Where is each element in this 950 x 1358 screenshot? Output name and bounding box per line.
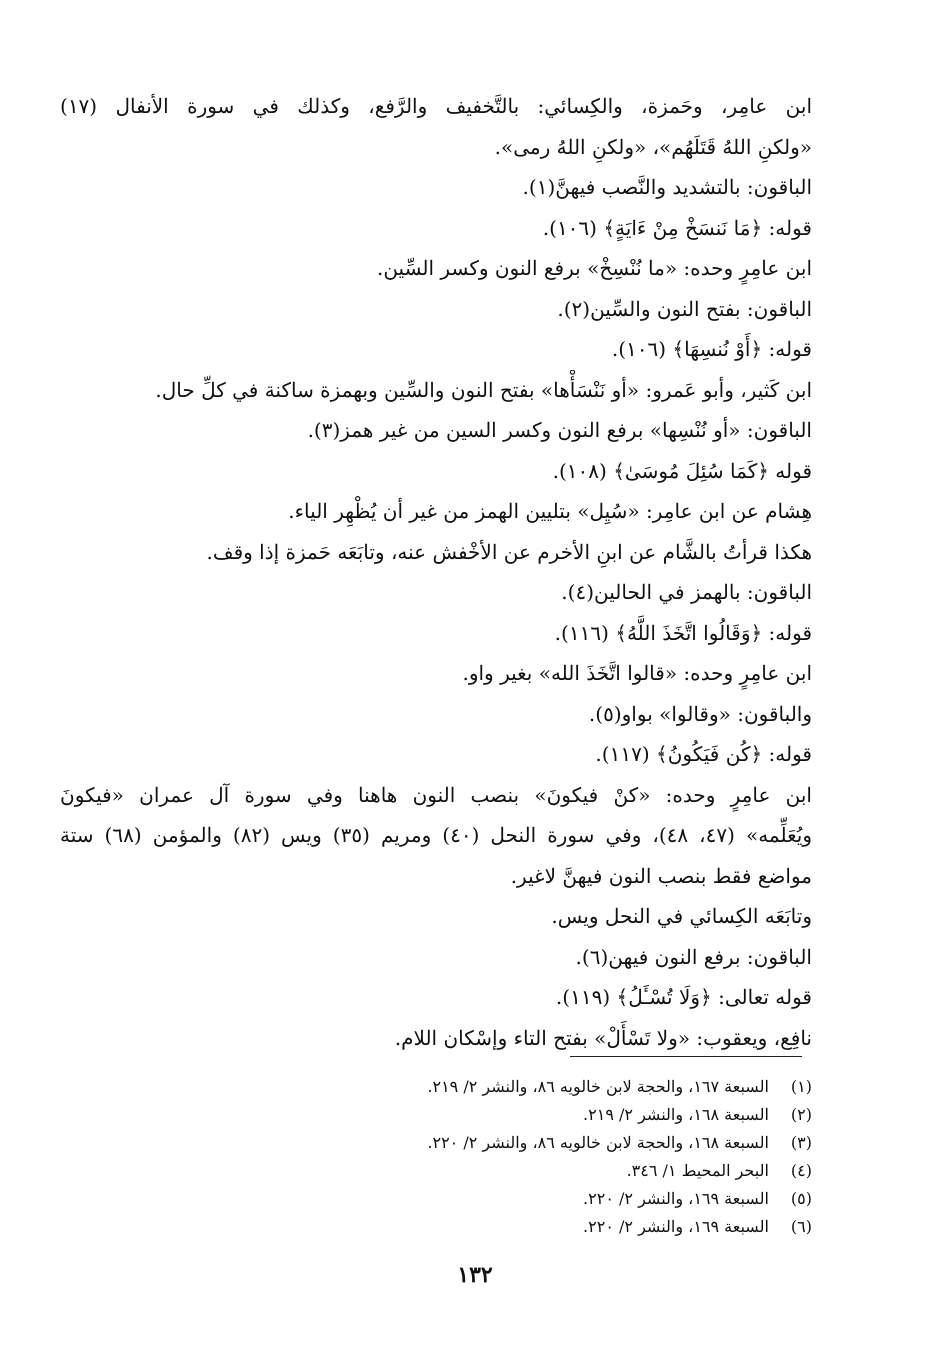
footnote (60, 1213, 812, 1241)
text-line: ابن عامِرٍ وحده: «قالوا اتَّخَذَ الله» بغير واو. (462, 661, 812, 685)
footnote-number: (١) (790, 1077, 812, 1096)
text-line: «ولكنِ اللهُ قَتَلَهُم»، «ولكنِ اللهُ رمى». (494, 134, 812, 159)
text-line: ابن عامِر، وحَمزة، والكِسائي: بالتَّخفيف والرَّفع، وكذلك في سورة الأنفال (١٧) (60, 94, 812, 118)
text-line: والباقون: «وقالوا» بواو(٥). (588, 701, 812, 726)
main-text (60, 86, 812, 1058)
text-line: هِشام عن ابن عامِر: «سُيِل» بتليين الهمز من غير أن يُظْهِر الياء. (288, 499, 812, 523)
text-line: ويُعَلِّمه» (٤٧، ٤٨)، وفي سورة النحل (٤٠) ومريم (٣٥) ويس (٨٢) والمؤمن (٦٨) ستة (60, 823, 812, 847)
text-line: الباقون: بفتح النون والسِّين(٢). (557, 296, 812, 321)
text-line: الباقون: برفع النون فيهن(٦). (575, 944, 812, 969)
text-line: الباقون: «أو نُنْسِها» برفع النون وكسر السين من غير همز(٣). (307, 418, 812, 442)
footnote-divider (570, 1056, 802, 1057)
text-line: قوله تعالى: ﴿وَلَا تُسْـَٔلُ﴾ (١١٩). (555, 985, 812, 1009)
text-line: ابن كَثير، وأبو عَمرو: «أو نَنْسَأْها» بفتح النون والسِّين وبهمزة ساكنة في كلِّ حال. (155, 377, 812, 402)
footnotes (60, 1073, 812, 1241)
footnote-number: (٥) (790, 1189, 812, 1208)
footnote (60, 1129, 812, 1157)
footnote-number: (٤) (790, 1161, 812, 1180)
footnote-number: (٢) (790, 1105, 812, 1124)
text-line: نافِع، ويعقوب: «ولا تَسْأَلْ» بفتح التاء وإسْكان اللام. (394, 1025, 812, 1050)
text-line: هكذا قرأتُ بالشَّام عن ابنِ الأخرم عن الأخْفش عنه، وتابَعَه حَمزة إذا وقف. (206, 539, 812, 564)
footnote-number: (٦) (790, 1217, 812, 1236)
text-line: قوله ﴿كَمَا سُئِلَ مُوسَىٰ﴾ (١٠٨). (552, 458, 812, 483)
footnote-text: السبعة ١٦٨، والحجة لابن خالويه ٨٦، والنشر ٢/ ٢٢٠. (427, 1133, 769, 1152)
footnote (60, 1157, 812, 1185)
text-line: الباقون: بالتشديد والنَّصب فيهنَّ(١). (522, 175, 812, 199)
footnote-number: (٣) (790, 1133, 812, 1152)
footnote-text: السبعة ١٦٨، والنشر ٢/ ٢١٩. (583, 1105, 769, 1124)
page-number: ١٣٢ (457, 1262, 493, 1288)
text-line: الباقون: بالهمز في الحالين(٤). (561, 580, 812, 604)
text-line: ابن عامِرٍ وحده: «كنْ فيكونَ» بنصب النون هاهنا وفي سورة آل عمران «فيكونَ (60, 782, 812, 807)
text-line: قوله: ﴿أَوْ نُنسِهَا﴾ (١٠٦). (611, 337, 812, 361)
footnote-text: السبعة ١٦٧، والحجة لابن خالويه ٨٦، والنشر ٢/ ٢١٩. (427, 1077, 769, 1096)
footnote-text: السبعة ١٦٩، والنشر ٢/ ٢٢٠. (583, 1217, 769, 1236)
footnote-text: السبعة ١٦٩، والنشر ٢/ ٢٢٠. (583, 1189, 769, 1208)
text-line: قوله: ﴿كُن فَيَكُونُ﴾ (١١٧). (595, 742, 812, 766)
footnote-text: البحر المحيط ١/ ٣٤٦. (626, 1161, 769, 1180)
footnote (60, 1185, 812, 1213)
text-line: وتابَعَه الكِسائي في النحل ويس. (551, 904, 812, 928)
footnote (60, 1101, 812, 1129)
text-line: قوله: ﴿وَقَالُوا اتَّخَذَ اللَّهُ﴾ (١١٦). (554, 620, 812, 645)
text-line: مواضع فقط بنصب النون فيهنَّ لاغير. (510, 863, 812, 888)
text-line: قوله: ﴿مَا نَنسَخْ مِنْ ءَايَةٍ﴾ (١٠٦). (542, 215, 812, 240)
text-line: ابن عامِرٍ وحده: «ما نُنْسِخْ» برفع النون وكسر السِّين. (376, 256, 812, 280)
footnote (60, 1073, 812, 1101)
